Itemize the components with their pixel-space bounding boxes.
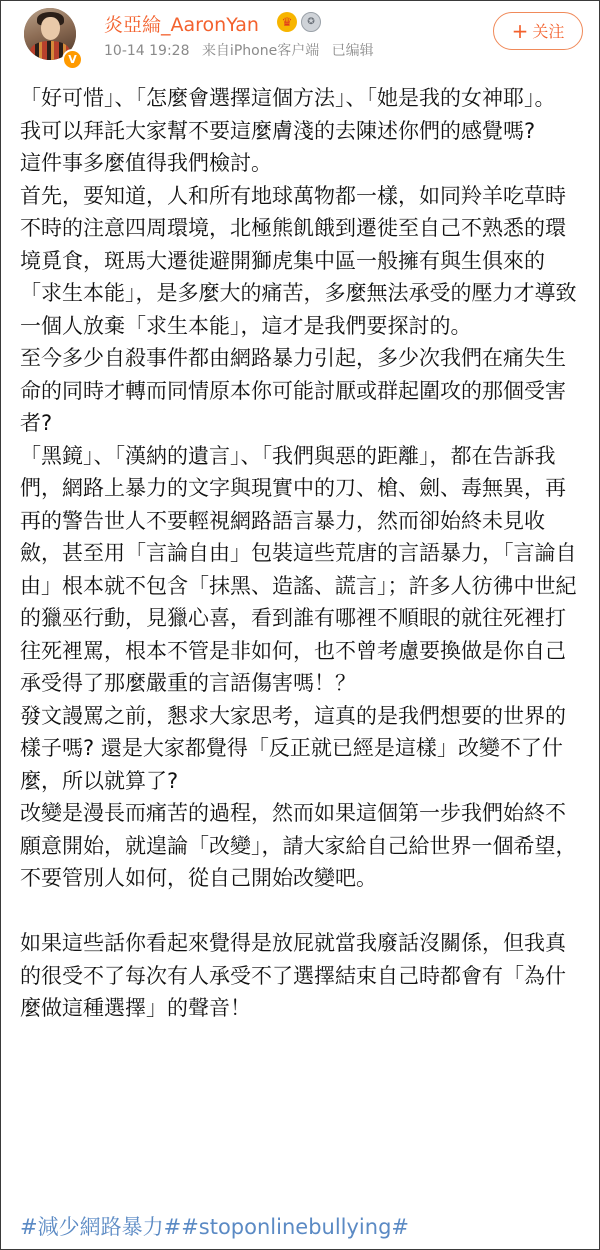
paragraph: 「黑鏡」、「漢納的遺言」、「我們與惡的距離」，都在告訴我們，網路上暴力的文字與現實中的刀、槍、劍、毒無異，再再的警告世人不要輕視網路語言暴力，然而卻始終未見收斂，甚至用「言論自由」包裝這些荒唐的言語暴力，「言論自由」根本就不包含「抹黑、造謠、謊言」；許多人彷彿中世紀的獵巫行動，見獵心喜，看到誰有哪裡不順眼的就往死裡打往死裡罵，根本不管是非如何，也不曾考慮要換做是你自己承受得了那麼嚴重的言語傷害嗎！？ — [20, 443, 577, 695]
post-time: 10-14 19:28 — [104, 43, 190, 59]
avatar-face — [41, 17, 60, 40]
paragraph-gap — [20, 895, 582, 928]
medal-icon[interactable]: ✪ — [301, 12, 321, 32]
paragraph: 「好可惜」、「怎麼會選擇這個方法」、「她是我的女神耶」。 — [20, 86, 556, 110]
paragraph: 首先，要知道，人和所有地球萬物都一樣，如同羚羊吃草時不時的注意四周環境，北極熊飢餓到遷徙至自己不熟悉的環境覓食，斑馬大遷徙避開獅虎集中區一般擁有與生俱來的「求生本能」，是多麼大的痛苦，多麼無法承受的壓力才導致一個人放棄「求生本能」，這才是我們要探討的。 — [20, 183, 577, 338]
follow-button[interactable] — [493, 12, 583, 50]
post-meta — [104, 40, 382, 60]
crown-icon[interactable]: ♛ — [277, 12, 297, 32]
post-header — [0, 0, 600, 72]
paragraph: 我可以拜託大家幫不要這麼膚淺的去陳述你們的感覺嗎? — [20, 118, 536, 143]
hashtag-link[interactable]: #減少網路暴力##stoponlinebullying# — [20, 1215, 410, 1239]
paragraph: 至今多少自殺事件都由網路暴力引起，多少次我們在痛失生命的同時才轉而同情原本你可能討厭或群起圍攻的那個受害者? — [20, 346, 566, 435]
post-content — [20, 82, 582, 1025]
follow-label: 关注 — [532, 22, 565, 41]
post-source[interactable]: 来自iPhone客户端 — [201, 43, 320, 59]
plus-icon: + — [511, 19, 529, 43]
paragraph: 發文謾罵之前，懇求大家思考，這真的是我們想要的世界的樣子嗎? 還是大家都覺得「反正就已經是這樣」改變不了什麼，所以就算了? — [20, 703, 566, 793]
paragraph: 如果這些話你看起來覺得是放屁就當我廢話沒關係，但我真的很受不了每次有人承受不了選擇結束自己時都會有「為什麼做這種選擇」的聲音！ — [20, 931, 566, 1020]
edited-label[interactable]: 已编辑 — [331, 43, 374, 59]
verified-badge-icon: V — [62, 49, 83, 70]
paragraph: 這件事多麼值得我們檢討。 — [20, 151, 272, 175]
paragraph: 改變是漫長而痛苦的過程，然而如果這個第一步我們始終不願意開始，就遑論「改變」，請大家給自己給世界一個希望，不要管別人如何，從自己開始改變吧。 — [20, 801, 577, 890]
username[interactable]: 炎亞綸_AaronYan — [104, 14, 259, 36]
